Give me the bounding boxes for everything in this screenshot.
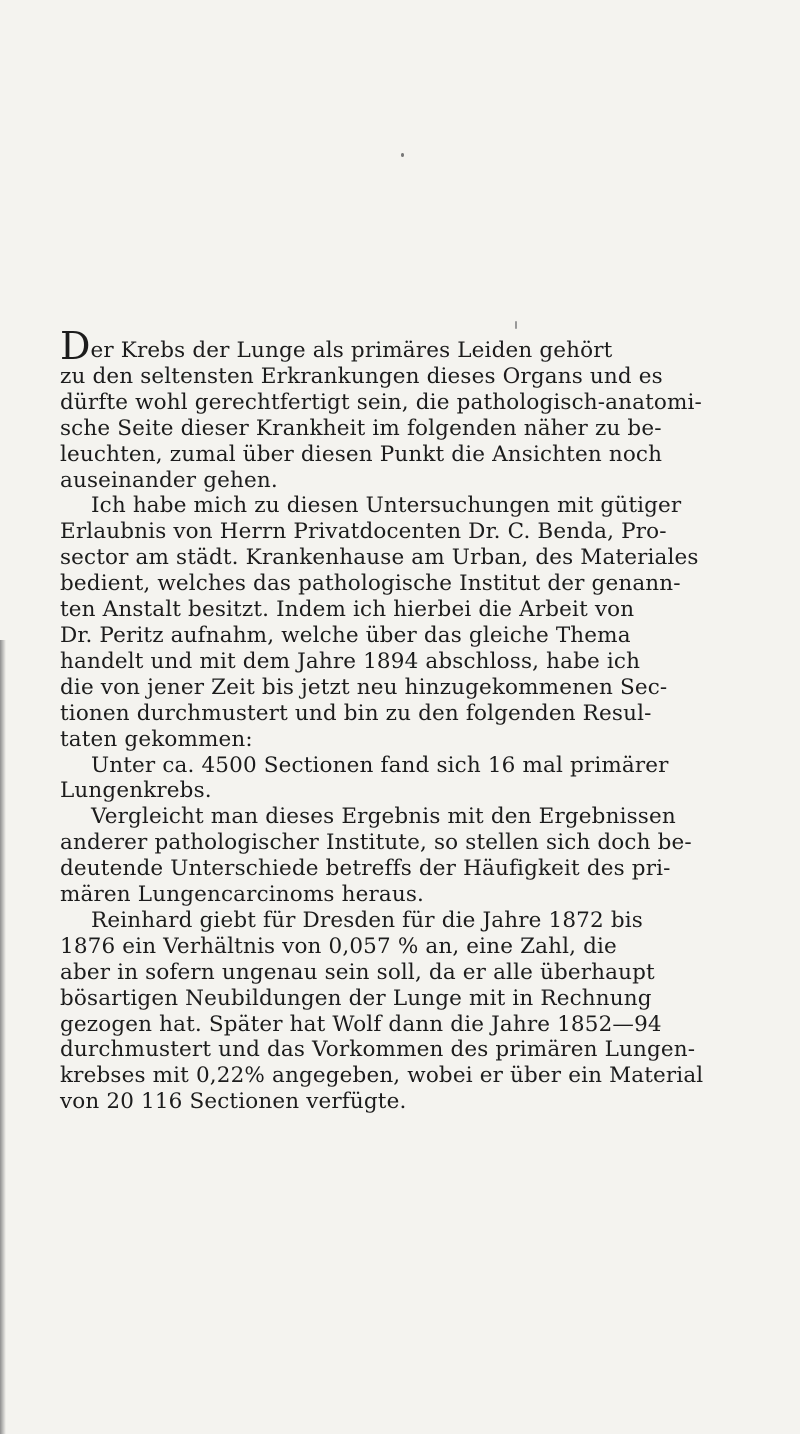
text-line	[60, 934, 750, 960]
text-line-content: sche Seite dieser Krankheit im folgenden näher zu be-	[60, 415, 662, 441]
text-line-content: handelt und mit dem Jahre 1894 abschloss, habe ich	[60, 648, 641, 674]
text-line-content: bösartigen Neubildungen der Lunge mit in Rechnung	[60, 985, 652, 1011]
ink-speck	[401, 153, 404, 157]
text-line-content: auseinander gehen.	[60, 467, 278, 493]
text-line	[60, 1089, 750, 1115]
text-line	[60, 390, 750, 416]
text-line-content: taten gekommen:	[60, 726, 253, 752]
text-line-content: er Krebs der Lunge als primäres Leiden gehört	[90, 338, 613, 363]
text-line	[60, 364, 750, 390]
text-line	[60, 597, 750, 623]
text-line	[60, 1012, 750, 1038]
text-line	[60, 830, 750, 856]
text-line-content: krebses mit 0,22% angegeben, wobei er über ein Material	[60, 1063, 704, 1089]
text-line	[60, 960, 750, 986]
text-line-content: gezogen hat. Später hat Wolf dann die Jahre 1852—94	[60, 1011, 662, 1037]
text-line-content: ten Anstalt besitzt. Indem ich hierbei die Arbeit von	[60, 597, 635, 623]
text-line	[60, 1063, 750, 1089]
page-edge-shadow	[0, 640, 6, 1434]
text-line-content: Unter ca. 4500 Sectionen fand sich 16 mal primärer	[91, 752, 669, 778]
text-line	[60, 753, 750, 779]
text-line-content: durchmustert und das Vorkommen des primären Lungen-	[60, 1037, 696, 1063]
text-line-content: Dr. Peritz aufnahm, welche über das gleiche Thema	[60, 622, 631, 648]
text-line-content: Reinhard giebt für Dresden für die Jahre 1872 bis	[91, 907, 643, 933]
text-line-content: Lungenkrebs.	[60, 778, 212, 804]
text-line	[60, 804, 750, 830]
text-line-content: tionen durchmustert und bin zu den folgenden Resul-	[60, 700, 652, 726]
text-line-content: Vergleicht man dieses Ergebnis mit den Ergebnissen	[91, 804, 676, 830]
text-line	[60, 675, 750, 701]
text-line	[60, 442, 750, 468]
text-line-content: die von jener Zeit bis jetzt neu hinzugekommenen Sec-	[60, 674, 668, 700]
text-line-content: dürfte wohl gerechtfertigt sein, die pathologisch-anatomi-	[60, 389, 702, 415]
text-line-content: Erlaubnis von Herrn Privatdocenten Dr. C. Benda, Pro-	[60, 519, 667, 545]
text-line	[60, 545, 750, 571]
text-line	[60, 1037, 750, 1063]
text-line-content: Ich habe mich zu diesen Untersuchungen mit gütiger	[91, 493, 682, 519]
text-line	[60, 727, 750, 753]
text-line	[60, 649, 750, 675]
text-line	[60, 701, 750, 727]
text-line-content: bedient, welches das pathologische Institut der genann-	[60, 571, 681, 597]
text-line-content: zu den seltensten Erkrankungen dieses Organs und es	[60, 363, 663, 389]
text-line	[60, 519, 750, 545]
text-line	[60, 882, 750, 908]
drop-cap-letter: D	[60, 324, 91, 368]
text-line	[60, 778, 750, 804]
text-line	[60, 416, 750, 442]
text-line	[60, 493, 750, 519]
text-line-content: sector am städt. Krankenhause am Urban, des Materiales	[60, 545, 699, 571]
ink-speck	[515, 321, 517, 329]
text-line	[60, 908, 750, 934]
text-line-content: von 20 116 Sectionen verfügte.	[60, 1089, 407, 1115]
text-line	[60, 324, 750, 368]
text-line-content: leuchten, zumal über diesen Punkt die Ansichten noch	[60, 441, 663, 467]
text-line	[60, 623, 750, 649]
text-line	[60, 571, 750, 597]
text-line-content: mären Lungencarcinoms heraus.	[60, 882, 425, 908]
text-line-content: aber in sofern ungenau sein soll, da er alle überhaupt	[60, 959, 655, 985]
text-line-content: 1876 ein Verhältnis von 0,057 % an, eine Zahl, die	[60, 933, 617, 959]
text-line-content: anderer pathologischer Institute, so stellen sich doch be-	[60, 830, 692, 856]
text-line	[60, 468, 750, 494]
text-line	[60, 856, 750, 882]
body-text	[60, 324, 750, 1115]
text-line	[60, 986, 750, 1012]
text-line-content: deutende Unterschiede betreffs der Häufigkeit des pri-	[60, 856, 671, 882]
